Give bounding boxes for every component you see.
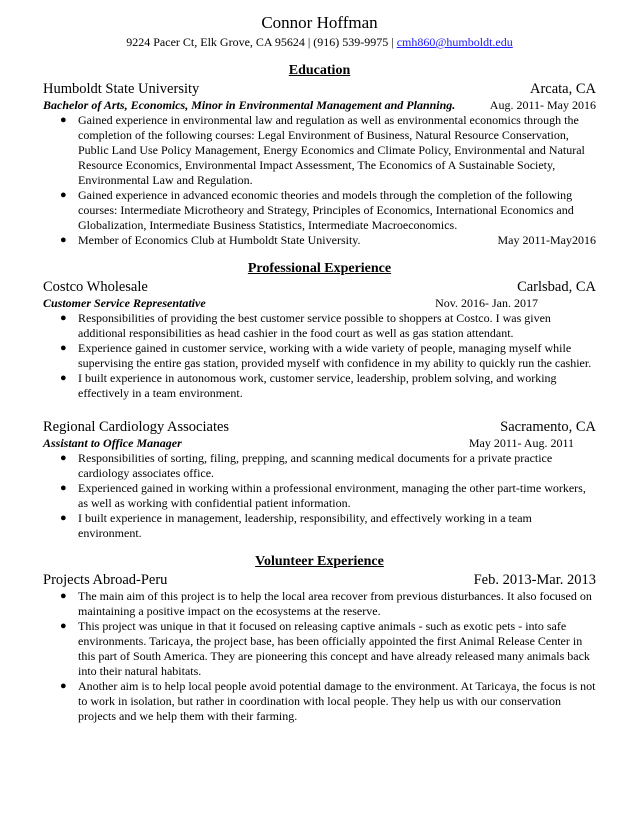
degree-dates: Aug. 2011- May 2016 xyxy=(489,98,596,112)
volunteer-bullets xyxy=(43,589,596,724)
company-name: Costco Wholesale xyxy=(43,279,148,295)
list-item: ● I built experience in management, leadership, responsibility, and effectively working in a team environment. xyxy=(60,511,532,540)
email-link[interactable]: cmh860@humboldt.edu xyxy=(396,35,513,49)
job-2-role-row xyxy=(43,436,596,451)
list-item: ● Gained experience in advanced economic theories and models through the completion of the following courses: Intermediate Microtheory and Strategy, Principles of Economics, International Economics and Globalization, Intermediate Business Statistics, Intermediate Macroeconomics. xyxy=(60,188,574,232)
bullet-icon: ● xyxy=(60,620,67,632)
education-heading: Education xyxy=(288,63,351,78)
address-phone: 9224 Pacer Ct, Elk Grove, CA 95624 | (916) 539-9975 | xyxy=(126,35,394,49)
school-row xyxy=(43,80,596,98)
bullet-icon: ● xyxy=(60,452,67,464)
job-2-row xyxy=(43,418,596,436)
volunteer-org: Projects Abroad-Peru xyxy=(43,572,168,588)
job-dates: May 2011- Aug. 2011 xyxy=(468,436,574,450)
bullet-icon: ● xyxy=(60,512,67,524)
professional-heading: Professional Experience xyxy=(247,261,392,276)
list-item: ● Another aim is to help local people avoid potential damage to the environment. At Taricaya, the focus is not to work in isolation, but rather in coordination with local people. They help us with our conservation projects and we help them with their farming. xyxy=(60,679,596,723)
company-location: Carlsbad, CA xyxy=(517,279,596,295)
volunteer-heading: Volunteer Experience xyxy=(255,554,384,569)
company-name: Regional Cardiology Associates xyxy=(43,419,230,435)
job-dates: Nov. 2016- Jan. 2017 xyxy=(435,296,538,310)
job-role: Assistant to Office Manager xyxy=(43,436,182,450)
volunteer-dates: Feb. 2013-Mar. 2013 xyxy=(473,572,596,588)
bullet-icon: ● xyxy=(60,189,67,201)
education-bullets xyxy=(43,113,596,248)
resume-page xyxy=(43,12,596,724)
list-item: ● This project was unique in that it focused on releasing captive animals - such as exotic pets - into safe environments. Taricaya, the project base, has been officially appointed the first Animal Release Center in this part of South America. They are pioneering this concept and have already released many animals back into their natural habitats. xyxy=(60,619,590,678)
school-location: Arcata, CA xyxy=(529,81,596,97)
bullet-icon: ● xyxy=(60,372,67,384)
bullet-icon: ● xyxy=(60,312,67,324)
job-role: Customer Service Representative xyxy=(43,296,206,310)
bullet-icon: ● xyxy=(60,590,67,602)
club-dates: May 2011-May2016 xyxy=(497,233,596,247)
contact-line xyxy=(43,34,596,50)
job-2-bullets xyxy=(43,451,596,541)
school-name: Humboldt State University xyxy=(43,81,200,97)
candidate-name: Connor Hoffman xyxy=(261,13,378,32)
list-item: ● Responsibilities of sorting, filing, prepping, and scanning medical documents for a private practice cardiology associates office. xyxy=(60,451,553,480)
list-item: ● Gained experience in environmental law and regulation as well as environmental economics through the completion of the following courses: Legal Environment of Business, Natural Resource Conservation, Public Land Use Policy Management, Energy Economics and Climate Policy, Environmental and Natural Resource Economics, Environmental Impact Assessment, The Economics of A Sustainable Society, Environmental Law and Regulation. xyxy=(60,113,585,187)
bullet-icon: ● xyxy=(60,114,67,126)
list-item xyxy=(60,233,596,248)
list-item: ● The main aim of this project is to help the local area recover from previous disturbances. It also focused on maintaining a positive impact on the ecosystems at the reserve. xyxy=(60,589,592,618)
degree: Bachelor of Arts, Economics, Minor in Environmental Management and Planning. xyxy=(43,98,456,112)
job-1-role-row xyxy=(43,296,596,311)
volunteer-row xyxy=(43,571,596,589)
company-location: Sacramento, CA xyxy=(500,419,596,435)
degree-row xyxy=(43,98,596,113)
job-1-bullets xyxy=(43,311,596,401)
list-item: ● Experienced gained in working within a professional environment, managing the other part-time workers, as well as working with confidential patient information. xyxy=(60,481,586,510)
job-1-row xyxy=(43,278,596,296)
club-text: Member of Economics Club at Humboldt State University. xyxy=(78,233,361,247)
bullet-icon: ● xyxy=(60,342,67,354)
list-item: ● Responsibilities of providing the best customer service possible to shoppers at Costco. I was given additional responsibilities as head cashier in the food court as well as gas station attendant. xyxy=(60,311,551,340)
list-item: ● I built experience in autonomous work, customer service, leadership, problem solving, and working effectively in a team environment. xyxy=(60,371,557,400)
bullet-icon: ● xyxy=(60,482,67,494)
bullet-icon: ● xyxy=(60,680,67,692)
bullet-icon: ● xyxy=(60,234,67,246)
list-item: ● Experience gained in customer service, working with a wide variety of people, managing myself while supervising the entire gas station, provided myself with confidence in my ability to quickly run the cashier. xyxy=(60,341,592,370)
